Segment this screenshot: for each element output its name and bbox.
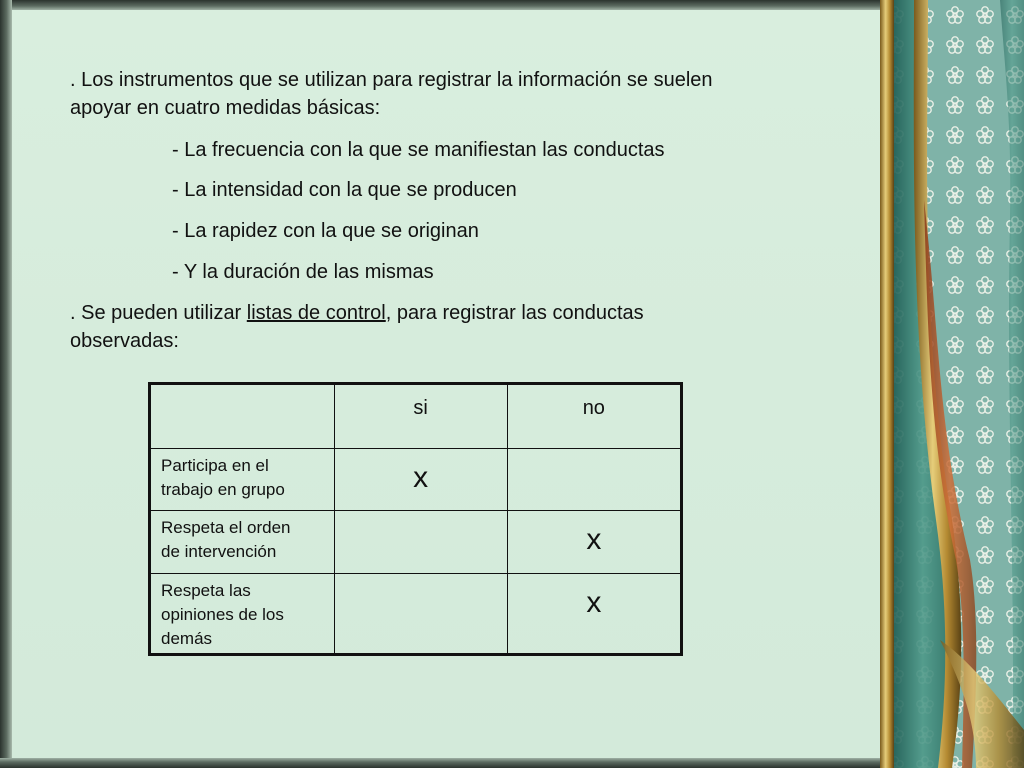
lists-prefix: . Se pueden utilizar	[70, 302, 247, 324]
row-label-line: Participa en el	[161, 455, 269, 475]
mark-no: x	[507, 574, 681, 655]
decorative-side-panel	[880, 0, 1024, 768]
measure-duration: - Y la duración de las mismas	[172, 261, 434, 283]
row-label	[150, 448, 335, 511]
frame-left-border	[0, 0, 12, 768]
table-header-row	[150, 384, 682, 449]
mark-si	[334, 574, 507, 655]
row-label-line: demás	[161, 629, 213, 649]
frame-top-border	[0, 0, 880, 10]
intro-line-2: apoyar en cuatro medidas básicas:	[70, 97, 381, 119]
checklist-table	[148, 382, 683, 656]
lists-line-1	[70, 300, 644, 326]
header-no: no	[507, 384, 681, 449]
row-label-line: Respeta las	[161, 581, 251, 601]
measure-intensity: - La intensidad con la que se producen	[172, 179, 517, 201]
row-label-line: trabajo en grupo	[161, 479, 285, 499]
lists-line-2: observadas:	[70, 330, 179, 352]
table-row	[150, 574, 682, 655]
table-row	[150, 511, 682, 574]
row-label-line: de intervención	[161, 542, 277, 562]
lists-suffix: , para registrar las conductas	[385, 302, 644, 324]
row-label-line: opiniones de los	[161, 605, 284, 625]
row-label	[150, 511, 335, 574]
table-row	[150, 448, 682, 511]
frame-bottom-border	[0, 758, 880, 768]
header-empty-cell	[150, 384, 335, 449]
mark-no: x	[507, 511, 681, 574]
header-si: si	[334, 384, 507, 449]
mark-no	[507, 448, 681, 511]
measure-speed: - La rapidez con la que se originan	[172, 220, 479, 242]
row-label	[150, 574, 335, 655]
mark-si: x	[334, 448, 507, 511]
row-label-line: Respeta el orden	[161, 518, 291, 538]
intro-line-1: . Los instrumentos que se utilizan para registrar la información se suelen	[70, 69, 713, 91]
measure-frequency: - La frecuencia con la que se manifiestan las conductas	[172, 139, 665, 161]
control-lists-link: listas de control	[246, 302, 386, 324]
mark-si	[334, 511, 507, 574]
